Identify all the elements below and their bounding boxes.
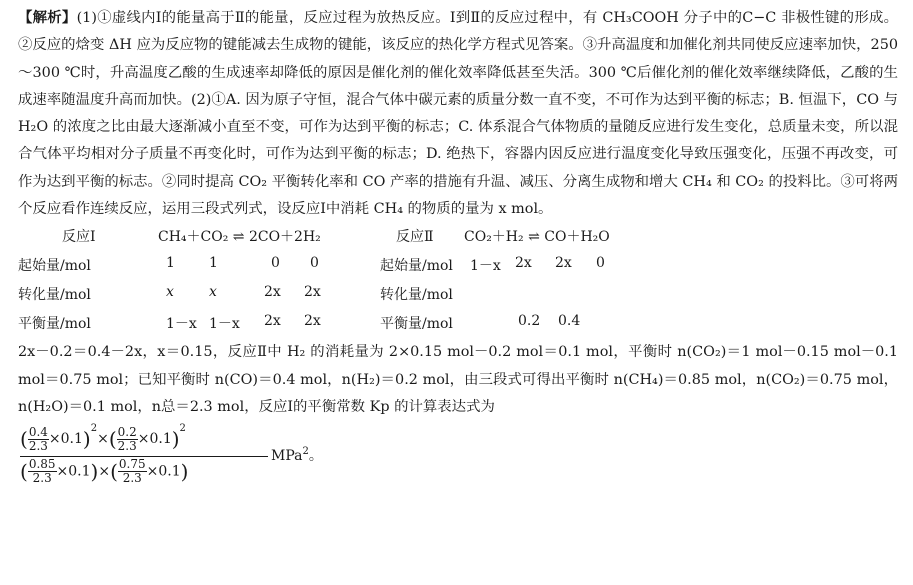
row-label: 平衡量/mol bbox=[380, 316, 453, 333]
cell: 1 bbox=[209, 255, 218, 272]
cell: 2x bbox=[304, 284, 321, 301]
cell: 1－x bbox=[209, 316, 240, 333]
row-label: 平衡量/mol bbox=[18, 316, 91, 333]
cell: 0 bbox=[310, 255, 319, 272]
cell: x bbox=[166, 284, 174, 301]
cell: 1－x bbox=[166, 316, 197, 333]
cell: 1 bbox=[166, 255, 175, 272]
cell: 0.4 bbox=[558, 313, 581, 330]
row-label: 转化量/mol bbox=[380, 287, 453, 304]
calculation-paragraph: 2x－0.2＝0.4－2x，x＝0.15，反应Ⅱ中 H₂ 的消耗量为 2×0.15 mol－0.2 mol＝0.1 mol，平衡时 n(CO₂)＝1 mol－0.15 mol－0.1 mol＝0.75 mol；已知平衡时 n(CO)＝0.4 mol，n(H₂)＝0.2 mol，由三段式可得出平衡时 n(CH₄)＝0.85 mol，n(CO₂)＝0.75 mol，n(H₂O)＝0.1 mol，n总＝2.3 mol，反应Ⅰ的平衡常数 Kp 的计算表达式为 bbox=[18, 344, 898, 415]
table-row-reactions bbox=[18, 226, 898, 255]
kp-unit: MPa$^2$。 bbox=[271, 446, 323, 465]
solution-page bbox=[18, 4, 898, 489]
cell: 2x bbox=[515, 255, 532, 272]
cell: 2x bbox=[555, 255, 572, 272]
kp-expression bbox=[18, 423, 898, 489]
three-stage-table bbox=[18, 223, 898, 339]
analysis-body: (1)①虚线内Ⅰ的能量高于Ⅱ的能量，反应过程为放热反应。Ⅰ到Ⅱ的反应过程中，有 CH₃COOH 分子中的C−C 非极性键的形成。②反应的焓变 ΔH 应为反应物的键能减去生成物的键能，该反应的热化学方程式见答案。③升高温度和加催化剂共同使反应速率加快，250～300 ℃时，升高温度乙酸的生成速率却降低的原因是催化剂的催化效率降低甚至失活。300 ℃后催化剂的催化效率继续降低，乙酸的生成速率随温度升高而加快。(2)①A. 因为原子守恒，混合气体中碳元素的质量分数一直不变，不可作为达到平衡的标志；B. 恒温下，CO 与 H₂O 的浓度之比由最大逐渐减小直至不变，可作为达到平衡的标志；C. 体系混合气体物质的量随反应进行发生变化，总质量未变，所以混合气体平均相对分子质量不再变化时，可作为达到平衡的标志；D. 绝热下，容器内因反应进行温度变化导致压强变化，压强不再改变，可作为达到平衡的标志。②同时提高 CO₂ 平衡转化率和 CO 产率的措施有升温、减压、分离生成物和增大 CH₄ 和 CO₂ 的投料比。③可将两个反应看作连续反应，运用三段式列式，设反应Ⅰ中消耗 CH₄ 的物质的量为 x mol。 bbox=[18, 10, 898, 218]
cell: 0 bbox=[271, 255, 280, 272]
reaction-1-equation: CH₄＋CO₂ ⇌ 2CO＋2H₂ bbox=[158, 229, 321, 246]
cell: 1－x bbox=[470, 258, 501, 275]
kp-denominator: ( $\frac{0.85}{2.3}$ ×0.1)×( $\frac{0.75}{2.3}$ ×0.1) bbox=[20, 457, 189, 486]
cell: 2x bbox=[304, 313, 321, 330]
analysis-tag: 【解析】 bbox=[18, 9, 77, 26]
cell: 0.2 bbox=[518, 313, 541, 330]
reaction-2-equation: CO₂＋H₂ ⇌ CO＋H₂O bbox=[464, 229, 610, 246]
cell: 0 bbox=[596, 255, 605, 272]
table-row-initial bbox=[18, 255, 898, 284]
reaction-1-label: 反应Ⅰ bbox=[62, 229, 96, 246]
kp-numerator: ( $\frac{0.4}{2.3}$ ×0.1)$^2$×( $\frac{0.2}{2.3}$ ×0.1)$^2$ bbox=[20, 423, 186, 453]
row-label: 起始量/mol bbox=[380, 258, 453, 275]
cell: 2x bbox=[264, 313, 281, 330]
table-row-change bbox=[18, 284, 898, 313]
row-label: 转化量/mol bbox=[18, 287, 91, 304]
row-label: 起始量/mol bbox=[18, 258, 91, 275]
table-row-equilibrium bbox=[18, 313, 898, 342]
analysis-paragraph bbox=[18, 4, 898, 223]
cell: 2x bbox=[264, 284, 281, 301]
reaction-2-label: 反应Ⅱ bbox=[396, 229, 434, 246]
cell: x bbox=[209, 284, 217, 301]
